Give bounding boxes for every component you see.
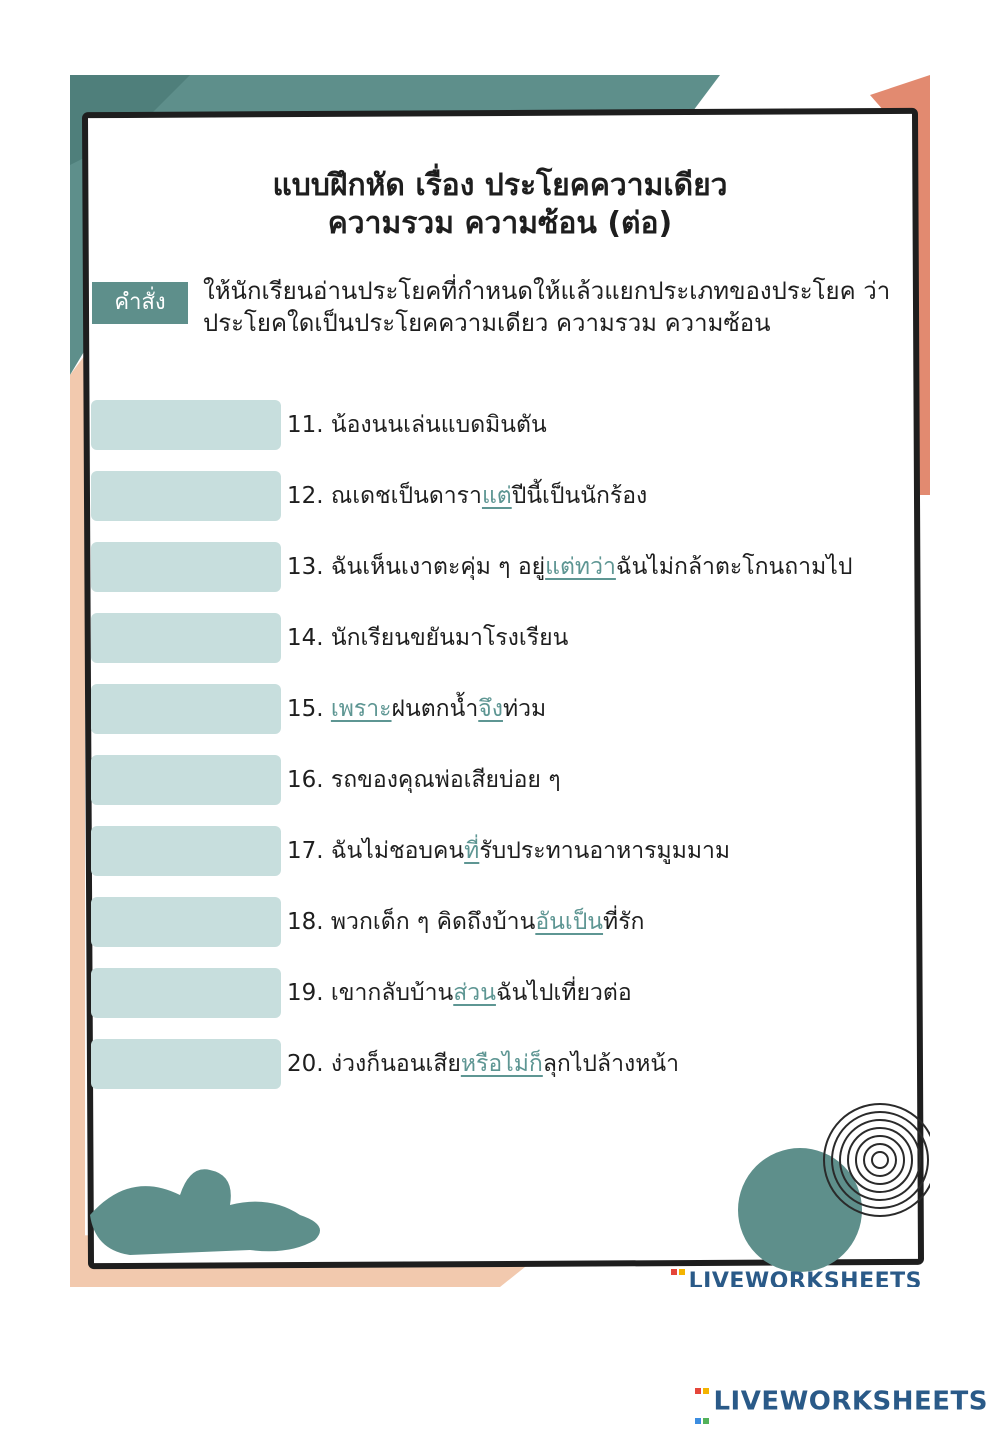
inner-watermark xyxy=(670,1257,922,1287)
title-line-2: ความรวม ความซ้อน (ต่อ) xyxy=(327,206,673,241)
instruction-label: คำสั่ง xyxy=(92,282,188,324)
question-part: ง่วงก็นอนเสีย xyxy=(330,1051,461,1077)
question-part: นักเรียนขยันมาโรงเรียน xyxy=(330,625,569,651)
question-part: ฉันเห็นเงาตะคุ่ม ๆ อยู่ xyxy=(330,554,546,580)
question-part: รับประทานอาหารมูมมาม xyxy=(479,838,731,864)
question-part: ฉันไปเที่ยวต่อ xyxy=(495,980,632,1006)
question-number: 11. xyxy=(287,412,324,438)
question-part: ท่วม xyxy=(502,696,547,722)
question-number: 14. xyxy=(287,625,324,651)
question-part: น้องนนเล่นแบดมินตัน xyxy=(330,412,547,438)
question-part: ลุกไปล้างหน้า xyxy=(542,1051,680,1077)
question-text xyxy=(287,755,561,805)
answer-box[interactable] xyxy=(91,755,281,805)
conjunction-highlight: แต่ทว่า xyxy=(545,554,616,580)
conjunction-highlight: ที่ xyxy=(464,838,480,864)
liveworksheets-logo-icon xyxy=(670,1257,686,1287)
conjunction-highlight: หรือไม่ก็ xyxy=(460,1051,543,1077)
answer-box[interactable] xyxy=(91,471,281,521)
question-text xyxy=(287,613,568,663)
conjunction-highlight: จึง xyxy=(478,696,503,722)
question-number: 12. xyxy=(287,483,324,509)
worksheet xyxy=(70,75,930,1287)
question-text xyxy=(287,897,645,947)
title-line-1: แบบฝึกหัด เรื่อง ประโยคความเดียว xyxy=(272,168,728,203)
question-text xyxy=(287,471,647,521)
conjunction-highlight: แต่ xyxy=(481,483,512,509)
liveworksheets-logo-icon xyxy=(694,1372,710,1432)
question-number: 20. xyxy=(287,1051,324,1077)
question-text xyxy=(287,1039,679,1089)
conjunction-highlight: ส่วน xyxy=(453,980,496,1006)
page-watermark xyxy=(694,1372,988,1432)
question-part: ฉันไม่กล้าตะโกนถามไป xyxy=(615,554,853,580)
conjunction-highlight: อันเป็น xyxy=(535,909,604,935)
question-number: 17. xyxy=(287,838,324,864)
answer-box[interactable] xyxy=(91,897,281,947)
question-text xyxy=(287,400,547,450)
answer-box[interactable] xyxy=(91,542,281,592)
question-part: ฝนตกน้ำ xyxy=(391,696,479,722)
question-part: เขากลับบ้าน xyxy=(330,980,454,1006)
question-part: ปีนี้เป็นนักร้อง xyxy=(511,483,648,509)
question-number: 19. xyxy=(287,980,324,1006)
answer-box[interactable] xyxy=(91,684,281,734)
question-part: ณเดชเป็นดารา xyxy=(330,483,482,509)
conjunction-highlight: เพราะ xyxy=(330,696,392,722)
question-number: 13. xyxy=(287,554,324,580)
answer-box[interactable] xyxy=(91,613,281,663)
question-part: รถของคุณพ่อเสียบ่อย ๆ xyxy=(330,767,561,793)
inner-watermark-text: LIVEWORKSHEETS xyxy=(688,1269,922,1287)
question-part: ฉันไม่ชอบคน xyxy=(330,838,465,864)
question-part: พวกเด็ก ๆ คิดถึงบ้าน xyxy=(330,909,536,935)
answer-box[interactable] xyxy=(91,826,281,876)
answer-box[interactable] xyxy=(91,968,281,1018)
answer-box[interactable] xyxy=(91,400,281,450)
question-number: 16. xyxy=(287,767,324,793)
question-text xyxy=(287,542,852,592)
page-watermark-text: LIVEWORKSHEETS xyxy=(713,1386,988,1417)
question-number: 18. xyxy=(287,909,324,935)
question-text xyxy=(287,826,730,876)
answer-box[interactable] xyxy=(91,1039,281,1089)
question-text xyxy=(287,684,546,734)
worksheet-title xyxy=(70,167,930,243)
instruction-text: ให้นักเรียนอ่านประโยคที่กำหนดให้แล้วแยกประเภทของประโยค ว่าประโยคใดเป็นประโยคความเดียว ความรวม ความซ้อน xyxy=(203,277,891,337)
question-number: 15. xyxy=(287,696,324,722)
question-text xyxy=(287,968,632,1018)
question-part: ที่รัก xyxy=(603,909,645,935)
splash-shape xyxy=(70,75,930,1287)
